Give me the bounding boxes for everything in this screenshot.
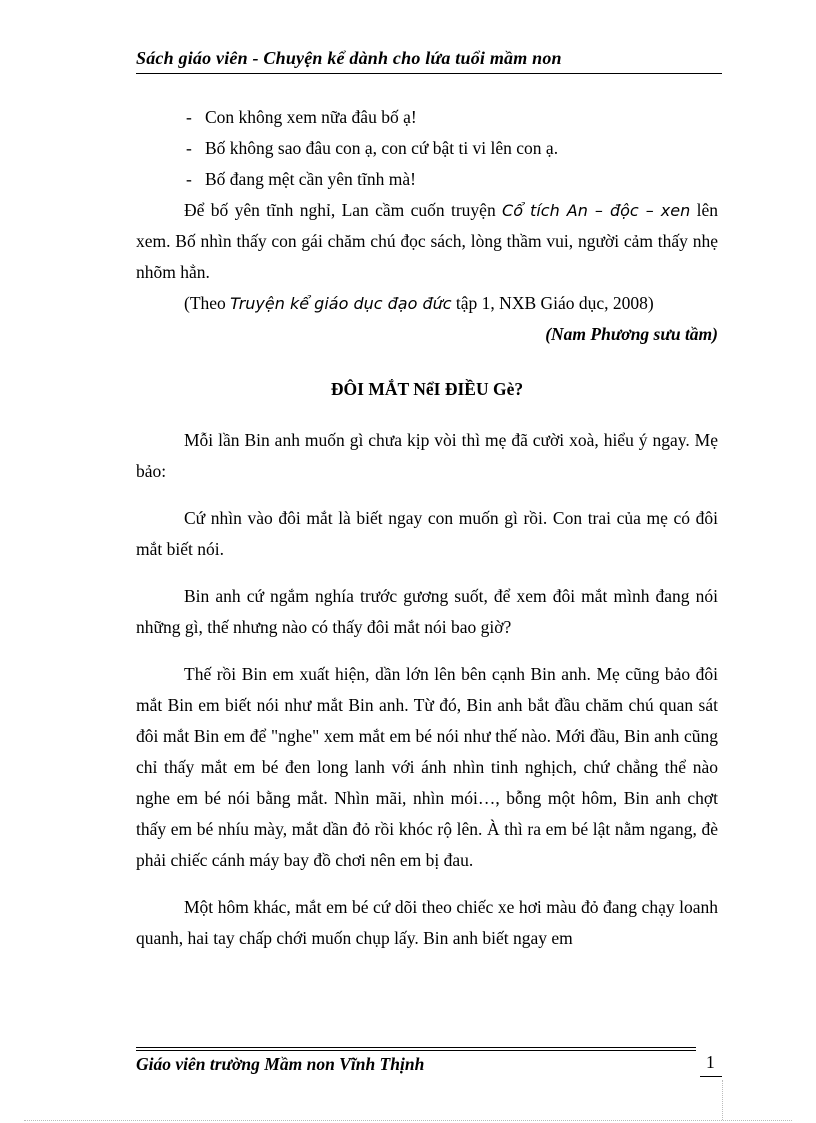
header-rule bbox=[136, 73, 722, 74]
source-citation: (Theo Truyện kể giáo dục đạo đức tập 1, NXB Giáo dục, 2008) bbox=[184, 293, 654, 313]
page-number: 1 bbox=[706, 1052, 715, 1072]
story-paragraph-3: Bin anh cứ ngắm nghía trước gương suốt, để xem đôi mắt mình đang nói những gì, thế nhưng nào có thấy đôi mắt nói bao giờ? bbox=[136, 586, 718, 637]
page-corner-line bbox=[722, 1080, 723, 1120]
book-title: Cổ tích An – độc – xen bbox=[502, 201, 691, 220]
paragraph-ending: Để bố yên tĩnh nghỉ, Lan cầm cuốn truyện Cổ tích An – độc – xen lên xem. Bố nhìn thấy con gái chăm chú đọc sách, lòng thầm vui, người cảm thấy nhẹ nhõm hẳn. bbox=[136, 200, 718, 282]
story-paragraph-5: Một hôm khác, mắt em bé cứ dõi theo chiếc xe hơi màu đỏ đang chạy loanh quanh, hai tay chấp chới muốn chụp lấy. Bin anh biết ngay em bbox=[136, 897, 718, 948]
page-body bbox=[136, 102, 718, 970]
page-bottom-edge bbox=[24, 1120, 792, 1121]
collector-signature: (Nam Phương sưu tầm) bbox=[545, 324, 718, 344]
dialogue-line-1: - Con không xem nữa đâu bố ạ! bbox=[186, 107, 417, 127]
story-paragraph-1: Mỗi lần Bin anh muốn gì chưa kịp vòi thì mẹ đã cười xoà, hiểu ý ngay. Mẹ bảo: bbox=[136, 430, 718, 481]
footer-rule bbox=[136, 1047, 696, 1048]
dialogue-line-2: - Bố không sao đâu con ạ, con cứ bật ti vi lên con ạ. bbox=[186, 138, 559, 158]
dialogue-line-3: - Bố đang mệt cần yên tĩnh mà! bbox=[186, 169, 416, 189]
story-title: ĐÔI MẮT NểI ĐIỀU Gè? bbox=[330, 379, 524, 399]
page-header: Sách giáo viên - Chuyện kể dành cho lứa tuổi mầm non bbox=[136, 48, 562, 68]
story-paragraph-2: Cứ nhìn vào đôi mắt là biết ngay con muốn gì rồi. Con trai của mẹ có đôi mắt biết nói. bbox=[136, 508, 718, 559]
source-book-title: Truyện kể giáo dục đạo đức bbox=[230, 294, 452, 313]
story-paragraph-4: Thế rồi Bin em xuất hiện, dần lớn lên bên cạnh Bin anh. Mẹ cũng bảo đôi mắt Bin em biết nói như mắt Bin anh. Từ đó, Bin anh bắt đầu chăm chú quan sát đôi mắt Bin em để "nghe" xem mắt em bé nói như thế nào. Mới đầu, Bin anh cũng chỉ thấy mắt em bé đen long lanh với ánh nhìn tinh nghịch, chứ chẳng thể nào nghe em bé nói bằng mắt. Nhìn mãi, nhìn mói…, bỗng một hôm, Bin anh chợt thấy em bé nhíu mày, mắt dần đỏ rồi khóc rộ lên. À thì ra em bé lật nằm ngang, đè phải chiếc cánh máy bay đồ chơi nên em bị đau. bbox=[136, 664, 718, 870]
page-number-rule bbox=[700, 1076, 722, 1077]
footer-rule-second bbox=[136, 1050, 696, 1051]
page-footer: Giáo viên trường Mầm non Vĩnh Thịnh bbox=[136, 1054, 425, 1074]
